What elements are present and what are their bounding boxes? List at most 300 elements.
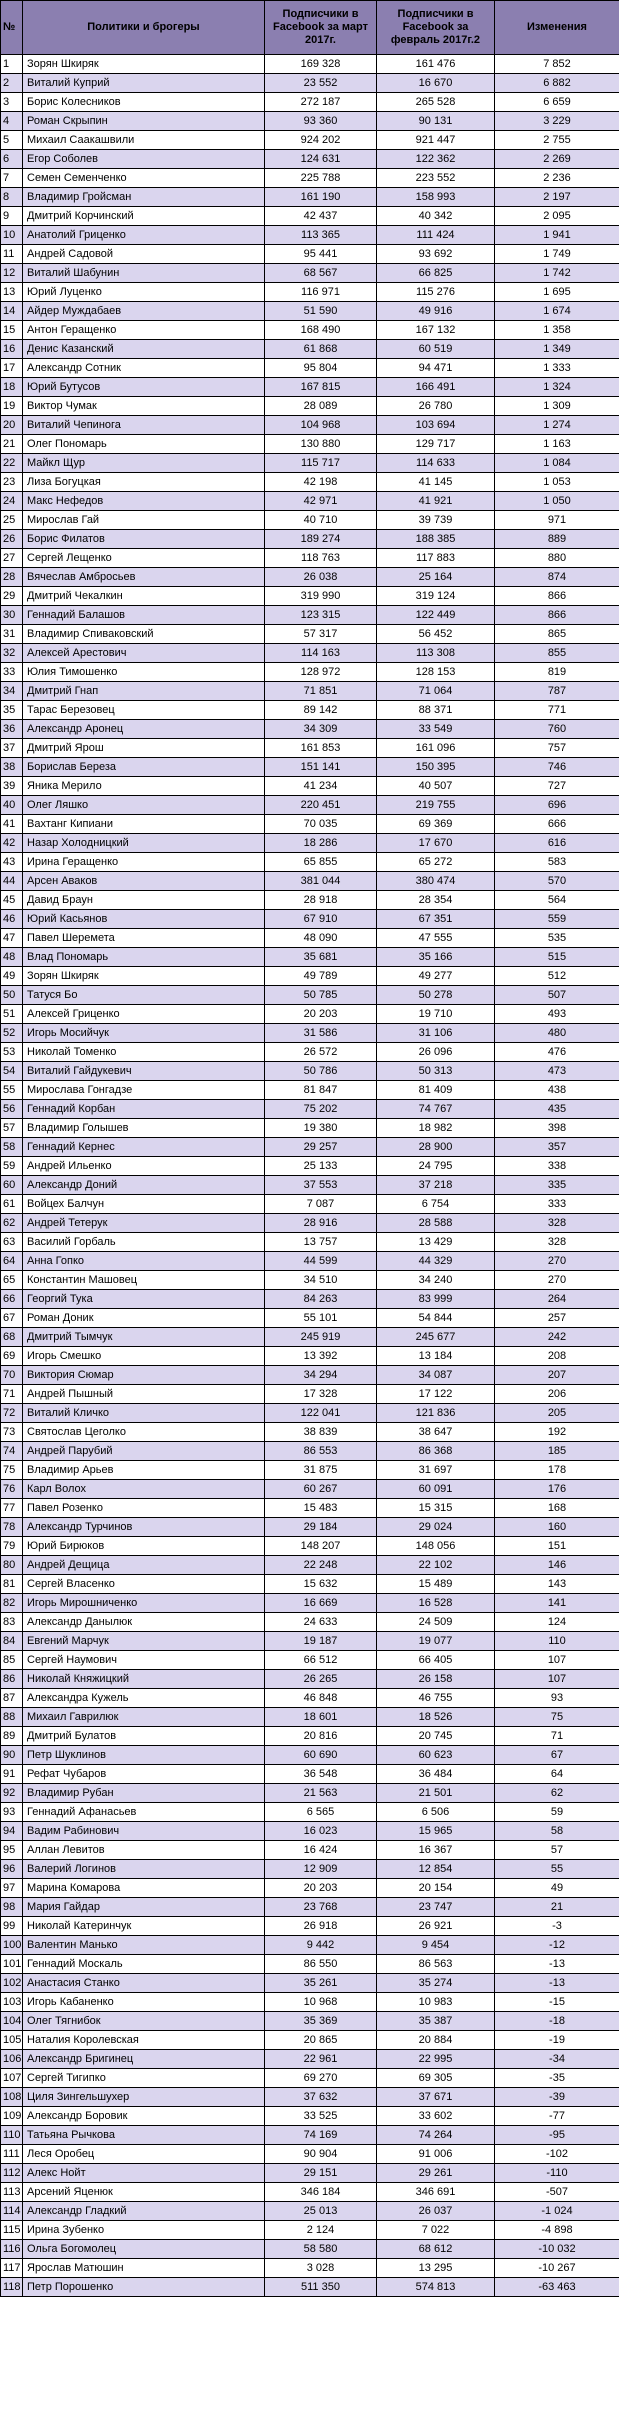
cell-name: Олег Ляшко (23, 796, 265, 815)
cell-march: 924 202 (265, 131, 377, 150)
table-row (1, 948, 619, 967)
cell-number: 99 (1, 1917, 23, 1936)
table-row (1, 74, 619, 93)
cell-march: 22 961 (265, 2050, 377, 2069)
cell-february: 13 295 (377, 2259, 495, 2278)
cell-march: 128 972 (265, 663, 377, 682)
table-row (1, 1062, 619, 1081)
cell-march: 23 768 (265, 1898, 377, 1917)
cell-name: Юрий Касьянов (23, 910, 265, 929)
cell-number: 36 (1, 720, 23, 739)
cell-march: 29 184 (265, 1518, 377, 1537)
cell-name: Яника Мерило (23, 777, 265, 796)
cell-name: Валерий Логинов (23, 1860, 265, 1879)
cell-march: 114 163 (265, 644, 377, 663)
table-row (1, 1860, 619, 1879)
cell-name: Константин Машовец (23, 1271, 265, 1290)
cell-number: 59 (1, 1157, 23, 1176)
cell-change: 1 749 (495, 245, 619, 264)
cell-march: 116 971 (265, 283, 377, 302)
cell-name: Петр Шуклинов (23, 1746, 265, 1765)
cell-name: Василий Горбаль (23, 1233, 265, 1252)
cell-march: 86 550 (265, 1955, 377, 1974)
cell-change: -10 032 (495, 2240, 619, 2259)
cell-change: 257 (495, 1309, 619, 1328)
table-row (1, 1157, 619, 1176)
table-row (1, 1556, 619, 1575)
cell-march: 381 044 (265, 872, 377, 891)
cell-name: Татьяна Рычкова (23, 2126, 265, 2145)
table-row (1, 416, 619, 435)
cell-change: 7 852 (495, 55, 619, 74)
cell-february: 69 305 (377, 2069, 495, 2088)
cell-number: 9 (1, 207, 23, 226)
table-row (1, 492, 619, 511)
table-row (1, 2145, 619, 2164)
cell-name: Владимир Рубан (23, 1784, 265, 1803)
cell-number: 80 (1, 1556, 23, 1575)
cell-name: Вячеслав Амбросьев (23, 568, 265, 587)
cell-march: 38 839 (265, 1423, 377, 1442)
cell-february: 94 471 (377, 359, 495, 378)
cell-number: 73 (1, 1423, 23, 1442)
cell-march: 20 203 (265, 1879, 377, 1898)
cell-number: 117 (1, 2259, 23, 2278)
cell-march: 44 599 (265, 1252, 377, 1271)
cell-march: 122 041 (265, 1404, 377, 1423)
cell-number: 25 (1, 511, 23, 530)
cell-change: 473 (495, 1062, 619, 1081)
cell-name: Анна Гопко (23, 1252, 265, 1271)
cell-number: 78 (1, 1518, 23, 1537)
cell-number: 28 (1, 568, 23, 587)
cell-number: 62 (1, 1214, 23, 1233)
cell-february: 54 844 (377, 1309, 495, 1328)
cell-change: 6 882 (495, 74, 619, 93)
cell-change: 1 742 (495, 264, 619, 283)
table-row (1, 986, 619, 1005)
cell-march: 17 328 (265, 1385, 377, 1404)
cell-march: 29 257 (265, 1138, 377, 1157)
cell-change: 787 (495, 682, 619, 701)
cell-number: 46 (1, 910, 23, 929)
cell-march: 84 263 (265, 1290, 377, 1309)
cell-name: Леся Оробец (23, 2145, 265, 2164)
table-row (1, 1005, 619, 1024)
cell-number: 26 (1, 530, 23, 549)
cell-march: 10 968 (265, 1993, 377, 2012)
table-row (1, 1803, 619, 1822)
cell-february: 161 096 (377, 739, 495, 758)
cell-number: 101 (1, 1955, 23, 1974)
cell-number: 116 (1, 2240, 23, 2259)
cell-change: 438 (495, 1081, 619, 1100)
cell-february: 15 489 (377, 1575, 495, 1594)
cell-change: 398 (495, 1119, 619, 1138)
cell-march: 7 087 (265, 1195, 377, 1214)
cell-number: 6 (1, 150, 23, 169)
cell-february: 113 308 (377, 644, 495, 663)
cell-change: -18 (495, 2012, 619, 2031)
cell-number: 55 (1, 1081, 23, 1100)
cell-february: 166 491 (377, 378, 495, 397)
cell-name: Борис Филатов (23, 530, 265, 549)
cell-number: 70 (1, 1366, 23, 1385)
cell-change: 855 (495, 644, 619, 663)
cell-number: 32 (1, 644, 23, 663)
cell-number: 67 (1, 1309, 23, 1328)
cell-march: 15 483 (265, 1499, 377, 1518)
cell-march: 41 234 (265, 777, 377, 796)
cell-february: 25 164 (377, 568, 495, 587)
table-row (1, 112, 619, 131)
cell-february: 219 755 (377, 796, 495, 815)
cell-number: 3 (1, 93, 23, 112)
cell-march: 95 804 (265, 359, 377, 378)
cell-number: 66 (1, 1290, 23, 1309)
cell-change: -102 (495, 2145, 619, 2164)
cell-change: 1 324 (495, 378, 619, 397)
table-row (1, 1537, 619, 1556)
cell-change: -95 (495, 2126, 619, 2145)
cell-number: 96 (1, 1860, 23, 1879)
table-row (1, 2164, 619, 2183)
cell-march: 151 141 (265, 758, 377, 777)
cell-february: 44 329 (377, 1252, 495, 1271)
cell-february: 346 691 (377, 2183, 495, 2202)
table-row (1, 568, 619, 587)
cell-february: 46 755 (377, 1689, 495, 1708)
cell-number: 60 (1, 1176, 23, 1195)
cell-february: 93 692 (377, 245, 495, 264)
cell-march: 66 512 (265, 1651, 377, 1670)
table-row (1, 625, 619, 644)
cell-change: 178 (495, 1461, 619, 1480)
cell-name: Олег Пономарь (23, 435, 265, 454)
cell-change: 2 095 (495, 207, 619, 226)
table-row (1, 796, 619, 815)
table-row (1, 1841, 619, 1860)
table-row (1, 283, 619, 302)
cell-march: 161 853 (265, 739, 377, 758)
cell-number: 81 (1, 1575, 23, 1594)
cell-name: Андрей Ильенко (23, 1157, 265, 1176)
cell-number: 13 (1, 283, 23, 302)
cell-name: Андрей Тетерук (23, 1214, 265, 1233)
cell-name: Борис Колесников (23, 93, 265, 112)
cell-name: Павел Розенко (23, 1499, 265, 1518)
cell-number: 33 (1, 663, 23, 682)
cell-february: 33 602 (377, 2107, 495, 2126)
cell-number: 71 (1, 1385, 23, 1404)
table-header-row (1, 1, 619, 55)
cell-change: -4 898 (495, 2221, 619, 2240)
cell-name: Андрей Дещица (23, 1556, 265, 1575)
cell-february: 83 999 (377, 1290, 495, 1309)
cell-march: 220 451 (265, 796, 377, 815)
table-row (1, 891, 619, 910)
cell-number: 103 (1, 1993, 23, 2012)
cell-march: 68 567 (265, 264, 377, 283)
cell-change: 55 (495, 1860, 619, 1879)
cell-february: 35 387 (377, 2012, 495, 2031)
cell-number: 69 (1, 1347, 23, 1366)
cell-name: Дмитрий Чекалкин (23, 587, 265, 606)
cell-change: 971 (495, 511, 619, 530)
cell-february: 71 064 (377, 682, 495, 701)
cell-number: 31 (1, 625, 23, 644)
cell-february: 16 670 (377, 74, 495, 93)
table-row (1, 1195, 619, 1214)
cell-change: 62 (495, 1784, 619, 1803)
cell-name: Алексей Гриценко (23, 1005, 265, 1024)
cell-number: 5 (1, 131, 23, 150)
cell-number: 23 (1, 473, 23, 492)
cell-change: -39 (495, 2088, 619, 2107)
cell-number: 72 (1, 1404, 23, 1423)
cell-change: 264 (495, 1290, 619, 1309)
cell-march: 61 868 (265, 340, 377, 359)
cell-number: 22 (1, 454, 23, 473)
cell-february: 38 647 (377, 1423, 495, 1442)
cell-number: 94 (1, 1822, 23, 1841)
cell-march: 42 198 (265, 473, 377, 492)
cell-change: 21 (495, 1898, 619, 1917)
cell-change: 866 (495, 587, 619, 606)
cell-change: 480 (495, 1024, 619, 1043)
cell-name: Геннадий Балашов (23, 606, 265, 625)
table-row (1, 587, 619, 606)
header-change: Изменения (495, 1, 619, 55)
cell-name: Айдер Муждабаев (23, 302, 265, 321)
cell-name: Владимир Спиваковский (23, 625, 265, 644)
cell-number: 2 (1, 74, 23, 93)
cell-change: -13 (495, 1955, 619, 1974)
cell-february: 74 767 (377, 1100, 495, 1119)
table-row (1, 1670, 619, 1689)
cell-march: 37 553 (265, 1176, 377, 1195)
table-row (1, 2202, 619, 2221)
cell-number: 43 (1, 853, 23, 872)
table-row (1, 1233, 619, 1252)
cell-february: 167 132 (377, 321, 495, 340)
cell-february: 161 476 (377, 55, 495, 74)
cell-change: 493 (495, 1005, 619, 1024)
table-row (1, 1499, 619, 1518)
table-row (1, 644, 619, 663)
table-row (1, 169, 619, 188)
cell-number: 76 (1, 1480, 23, 1499)
cell-february: 319 124 (377, 587, 495, 606)
cell-february: 111 424 (377, 226, 495, 245)
cell-march: 26 572 (265, 1043, 377, 1062)
cell-change: 141 (495, 1594, 619, 1613)
cell-february: 81 409 (377, 1081, 495, 1100)
cell-march: 37 632 (265, 2088, 377, 2107)
cell-number: 68 (1, 1328, 23, 1347)
cell-march: 42 971 (265, 492, 377, 511)
cell-march: 130 880 (265, 435, 377, 454)
cell-number: 58 (1, 1138, 23, 1157)
cell-name: Анатолий Гриценко (23, 226, 265, 245)
cell-number: 105 (1, 2031, 23, 2050)
cell-change: 866 (495, 606, 619, 625)
cell-number: 83 (1, 1613, 23, 1632)
cell-march: 161 190 (265, 188, 377, 207)
cell-number: 21 (1, 435, 23, 454)
cell-number: 15 (1, 321, 23, 340)
cell-march: 74 169 (265, 2126, 377, 2145)
cell-march: 115 717 (265, 454, 377, 473)
cell-change: 515 (495, 948, 619, 967)
cell-name: Георгий Тука (23, 1290, 265, 1309)
cell-number: 108 (1, 2088, 23, 2107)
cell-name: Михаил Гаврилюк (23, 1708, 265, 1727)
cell-name: Аллан Левитов (23, 1841, 265, 1860)
cell-march: 20 203 (265, 1005, 377, 1024)
cell-number: 41 (1, 815, 23, 834)
table-row (1, 663, 619, 682)
table-row (1, 2183, 619, 2202)
cell-change: 889 (495, 530, 619, 549)
cell-change: 107 (495, 1651, 619, 1670)
cell-number: 106 (1, 2050, 23, 2069)
cell-number: 98 (1, 1898, 23, 1917)
cell-number: 7 (1, 169, 23, 188)
table-row (1, 1936, 619, 1955)
table-row (1, 264, 619, 283)
cell-name: Карл Волох (23, 1480, 265, 1499)
table-row (1, 1138, 619, 1157)
cell-name: Вадим Рабинович (23, 1822, 265, 1841)
cell-number: 87 (1, 1689, 23, 1708)
cell-february: 31 106 (377, 1024, 495, 1043)
cell-change: 476 (495, 1043, 619, 1062)
cell-february: 115 276 (377, 283, 495, 302)
cell-number: 27 (1, 549, 23, 568)
cell-change: 57 (495, 1841, 619, 1860)
cell-number: 8 (1, 188, 23, 207)
cell-name: Святослав Цеголко (23, 1423, 265, 1442)
cell-march: 167 815 (265, 378, 377, 397)
cell-change: 1 674 (495, 302, 619, 321)
cell-number: 90 (1, 1746, 23, 1765)
cell-number: 100 (1, 1936, 23, 1955)
cell-february: 20 154 (377, 1879, 495, 1898)
cell-march: 19 187 (265, 1632, 377, 1651)
cell-march: 13 757 (265, 1233, 377, 1252)
cell-change: 75 (495, 1708, 619, 1727)
cell-name: Юрий Бирюков (23, 1537, 265, 1556)
cell-number: 35 (1, 701, 23, 720)
cell-march: 346 184 (265, 2183, 377, 2202)
cell-number: 61 (1, 1195, 23, 1214)
cell-change: 357 (495, 1138, 619, 1157)
cell-name: Марина Комарова (23, 1879, 265, 1898)
cell-march: 42 437 (265, 207, 377, 226)
cell-february: 49 916 (377, 302, 495, 321)
table-row (1, 739, 619, 758)
cell-name: Роман Скрыпин (23, 112, 265, 131)
cell-february: 9 454 (377, 1936, 495, 1955)
cell-march: 169 328 (265, 55, 377, 74)
table-row (1, 226, 619, 245)
cell-change: 176 (495, 1480, 619, 1499)
cell-name: Лиза Богуцкая (23, 473, 265, 492)
table-row (1, 2050, 619, 2069)
cell-february: 67 351 (377, 910, 495, 929)
cell-change: -3 (495, 1917, 619, 1936)
cell-change: -507 (495, 2183, 619, 2202)
cell-change: 185 (495, 1442, 619, 1461)
cell-name: Геннадий Афанасьев (23, 1803, 265, 1822)
cell-march: 33 525 (265, 2107, 377, 2126)
cell-change: 124 (495, 1613, 619, 1632)
cell-change: 338 (495, 1157, 619, 1176)
cell-number: 113 (1, 2183, 23, 2202)
table-row (1, 834, 619, 853)
cell-february: 26 096 (377, 1043, 495, 1062)
cell-february: 34 087 (377, 1366, 495, 1385)
cell-name: Виктория Сюмар (23, 1366, 265, 1385)
cell-change: -10 267 (495, 2259, 619, 2278)
cell-number: 110 (1, 2126, 23, 2145)
cell-name: Денис Казанский (23, 340, 265, 359)
cell-number: 17 (1, 359, 23, 378)
cell-february: 122 449 (377, 606, 495, 625)
cell-february: 36 484 (377, 1765, 495, 1784)
cell-name: Владимир Гройсман (23, 188, 265, 207)
cell-name: Игорь Кабаненко (23, 1993, 265, 2012)
cell-february: 24 509 (377, 1613, 495, 1632)
cell-number: 42 (1, 834, 23, 853)
cell-february: 574 813 (377, 2278, 495, 2297)
cell-name: Владимир Арьев (23, 1461, 265, 1480)
cell-number: 92 (1, 1784, 23, 1803)
table-row (1, 473, 619, 492)
cell-march: 15 632 (265, 1575, 377, 1594)
cell-change: 880 (495, 549, 619, 568)
table-row (1, 131, 619, 150)
cell-march: 51 590 (265, 302, 377, 321)
cell-change: 71 (495, 1727, 619, 1746)
table-row (1, 967, 619, 986)
cell-name: Александр Сотник (23, 359, 265, 378)
cell-march: 75 202 (265, 1100, 377, 1119)
cell-march: 48 090 (265, 929, 377, 948)
cell-name: Циля Зингельшухер (23, 2088, 265, 2107)
table-row (1, 245, 619, 264)
cell-number: 11 (1, 245, 23, 264)
cell-february: 86 563 (377, 1955, 495, 1974)
cell-name: Ирина Зубенко (23, 2221, 265, 2240)
table-row (1, 1632, 619, 1651)
cell-name: Александр Турчинов (23, 1518, 265, 1537)
cell-march: 16 424 (265, 1841, 377, 1860)
cell-february: 128 153 (377, 663, 495, 682)
cell-name: Семен Семенченко (23, 169, 265, 188)
cell-number: 82 (1, 1594, 23, 1613)
table-row (1, 378, 619, 397)
cell-march: 28 089 (265, 397, 377, 416)
cell-name: Владимир Голышев (23, 1119, 265, 1138)
cell-march: 16 023 (265, 1822, 377, 1841)
cell-march: 26 918 (265, 1917, 377, 1936)
cell-change: 1 163 (495, 435, 619, 454)
table-row (1, 1518, 619, 1537)
cell-name: Сергей Тигипко (23, 2069, 265, 2088)
cell-change: 819 (495, 663, 619, 682)
